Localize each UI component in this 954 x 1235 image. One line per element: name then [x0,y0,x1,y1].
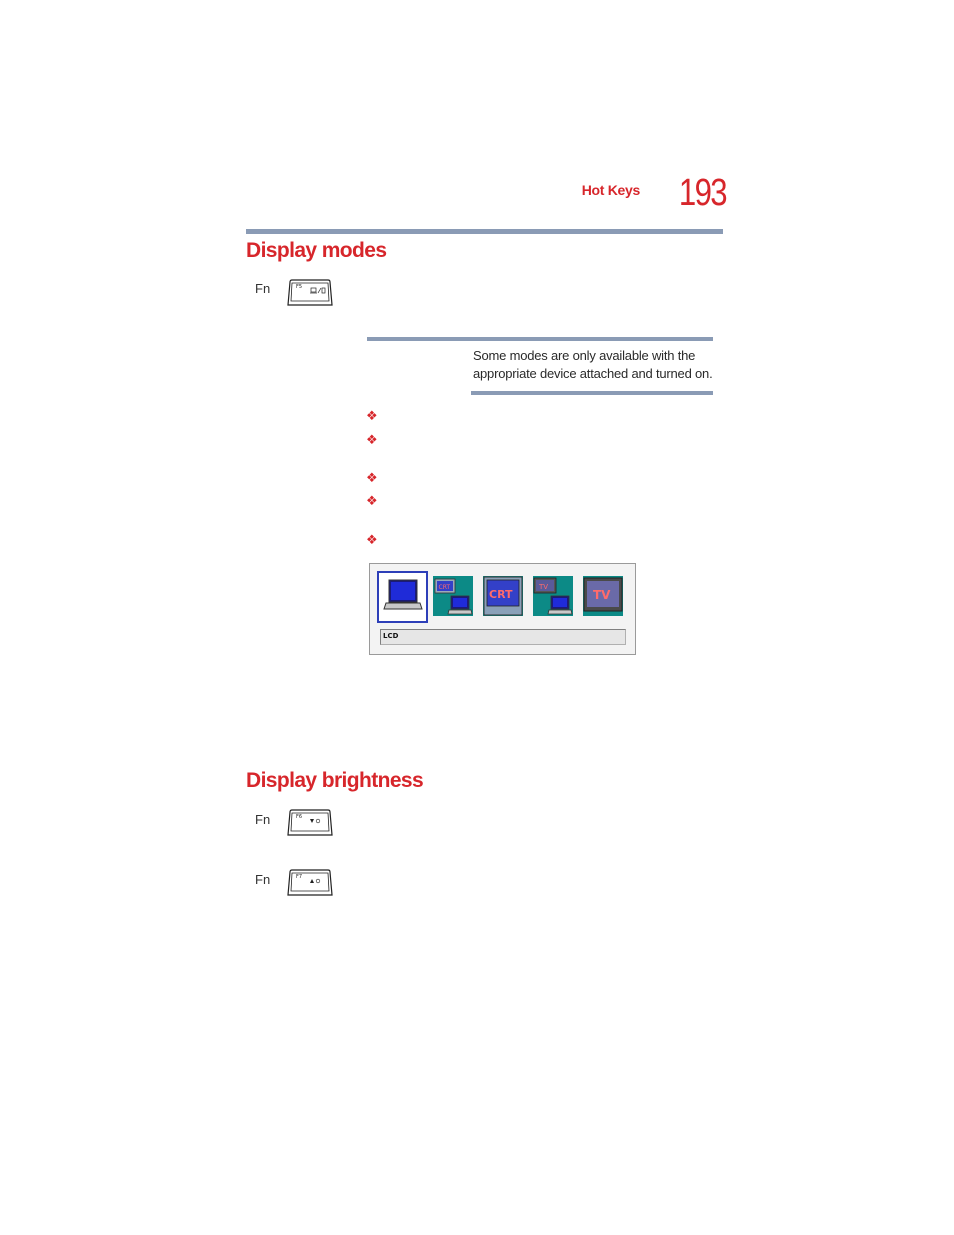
svg-text:TV: TV [593,588,611,602]
note-rule-top [367,337,713,341]
svg-text:F6: F6 [296,814,303,820]
note-rule-bottom [471,391,713,395]
top-rule [246,229,723,234]
display-brightness-heading: Display brightness [246,769,424,792]
bullet-5-icon: ❖ [366,532,378,547]
svg-text:TV: TV [539,583,549,591]
fn-key-label-1: Fn [255,812,271,827]
f5-key-icon [286,279,332,305]
f6-key-icon [286,809,332,835]
mode-lcd-crt-icon[interactable] [433,576,473,618]
svg-text:F7: F7 [296,874,303,880]
f7-key-icon [286,869,332,895]
mode-tv-icon[interactable] [583,576,623,618]
bullet-2-icon: ❖ [366,432,378,447]
bullet-1-icon: ❖ [366,408,378,423]
mode-crt-icon[interactable] [483,576,523,618]
bullet-4-icon: ❖ [366,493,378,508]
fn-key-label: Fn [255,281,271,296]
mode-lcd-tv-icon[interactable] [533,576,573,618]
svg-text:CRT: CRT [489,588,513,601]
mode-lcd-icon[interactable] [383,576,423,618]
fn-key-label-2: Fn [255,872,271,887]
display-modes-heading: Display modes [246,239,387,262]
display-mode-selector [369,563,636,655]
note-text: Some modes are only available with the appropriate device attached and turned on. [473,348,713,381]
svg-text:F5: F5 [296,284,303,290]
page-number: 193 [678,172,726,214]
svg-text:CRT: CRT [438,584,451,591]
mode-status-text: LCD [380,629,626,645]
header-section-title: Hot Keys [581,182,640,198]
bullet-3-icon: ❖ [366,470,378,485]
